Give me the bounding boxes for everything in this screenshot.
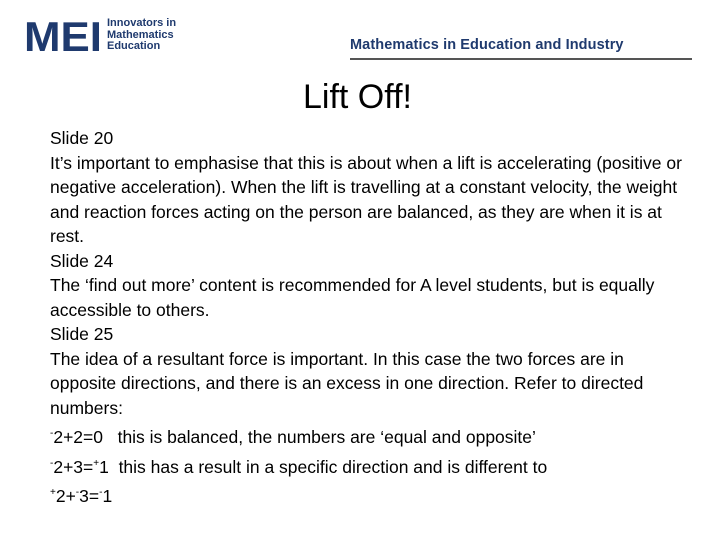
tagline-line: Mathematics: [107, 28, 174, 41]
logo-text: MEI: [24, 18, 102, 54]
tagline-line: Education: [107, 40, 161, 52]
equation-balanced: -2+2=0 this is balanced, the numbers are ‘equal and opposite’: [50, 427, 536, 447]
mei-logo: [24, 18, 102, 54]
equation-resultant: -2+3=+1 this has a result in a specific direction and is different to: [50, 456, 548, 477]
slide-25-heading: Slide 25: [50, 324, 114, 344]
slide-header: [0, 0, 720, 70]
slide-20-heading: Slide 20: [50, 128, 114, 148]
speaker-notes: [50, 126, 690, 509]
equation-opposite: +2+-3=-1: [50, 486, 113, 506]
slide-24-heading: Slide 24: [50, 250, 114, 271]
tagline-line: Innovators in: [107, 17, 177, 29]
slide-24-text: The ‘find out more’ content is recommended for A level students, but is equally accessible to others.: [50, 275, 655, 320]
slide-title: Lift Off!: [303, 78, 412, 116]
slide-20-text: It’s important to emphasise that this is about when a lift is accelerating (positive or negative acceleration). When the lift is travelling at a constant velocity, the weight and reaction forces acting on the person are balanced, as they are when it is at rest.: [50, 152, 682, 246]
organization-title: Mathematics in Education and Industry: [350, 37, 624, 53]
logo-tagline: [107, 18, 217, 53]
header-divider: [350, 58, 692, 60]
slide-25-text: The idea of a resultant force is important. In this case the two forces are in opposite directions, and there is an excess in one direction. Refer to directed numbers:: [50, 348, 644, 418]
